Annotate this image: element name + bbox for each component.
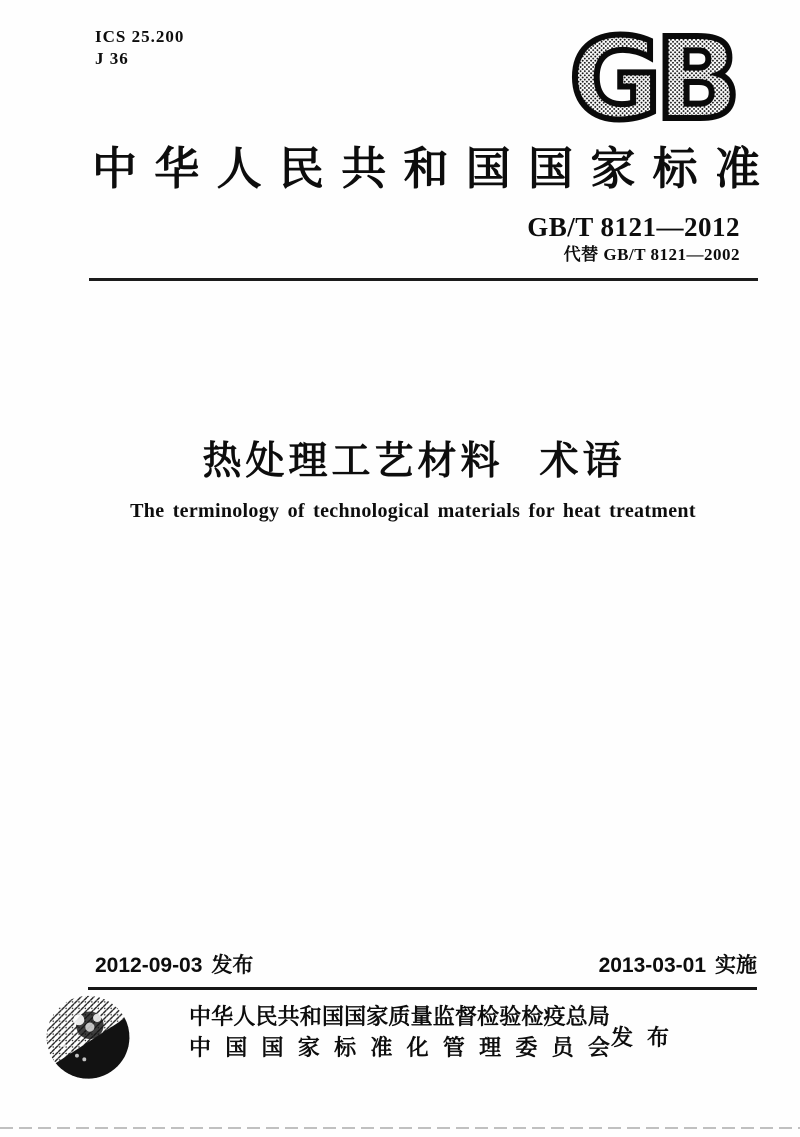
national-standard-banner: 中 华 人 民 共 和 国 国 家 标 准 xyxy=(92,144,760,194)
standard-number-block xyxy=(527,213,740,264)
header-rule xyxy=(89,278,758,281)
issue-date: 2012-09-03 xyxy=(95,954,203,977)
issuing-authority-block xyxy=(189,1001,610,1063)
title-zh-part2: 术语 xyxy=(539,439,626,484)
ics-classification xyxy=(95,26,184,70)
title-zh-part1: 热处理工艺材料 xyxy=(202,439,504,484)
issue-date-row xyxy=(95,949,253,979)
scan-edge-line xyxy=(0,1127,800,1129)
gb-logo-text: GB xyxy=(569,26,735,132)
document-title-zh xyxy=(14,430,800,486)
aqsiq-emblem-icon xyxy=(42,994,134,1086)
ics-number: ICS 25.200 xyxy=(95,27,185,46)
replaces-note: 代替 GB/T 8121—2002 xyxy=(563,244,740,264)
standard-number: GB/T 8121—2012 xyxy=(527,212,740,242)
issue-label: 发布 xyxy=(211,953,254,977)
authority-line-1: 中 华 人 民 共 和 国 国 家 质 量 监 督 检 验 检 疫 总 局 xyxy=(189,1004,610,1029)
document-title-en: The terminology of technological materials for heat treatment xyxy=(130,500,696,522)
class-code: J 36 xyxy=(95,49,129,69)
implementation-label: 实施 xyxy=(715,953,757,977)
footer-rule xyxy=(88,987,757,990)
implementation-date: 2013-03-01 xyxy=(598,954,706,977)
implementation-date-row xyxy=(599,949,757,979)
publish-label: 发 布 xyxy=(611,1025,669,1050)
gb-logo-icon xyxy=(548,26,756,132)
authority-line-2: 中 国 国 家 标 准 化 管 理 委 员 会 xyxy=(189,1035,610,1060)
